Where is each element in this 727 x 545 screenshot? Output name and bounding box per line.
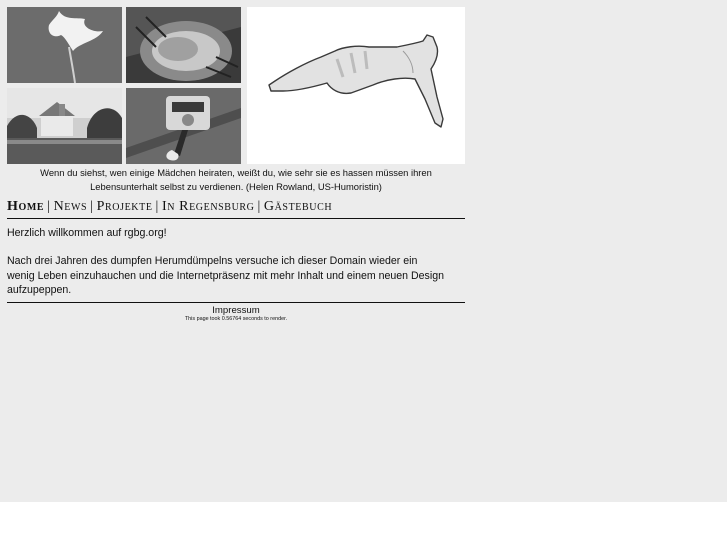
- nav-home-link[interactable]: Home: [7, 199, 45, 214]
- render-time-text: This page took 0.56764 seconds to render.: [184, 316, 288, 322]
- nav-gaestebuch-link[interactable]: Gästebuch: [263, 199, 333, 214]
- engine-image: [126, 88, 241, 164]
- nav-regensburg-link[interactable]: In Regensburg: [161, 199, 255, 214]
- nav-separator: |: [257, 199, 261, 214]
- flower-photo: [7, 7, 122, 83]
- engine-device-photo: [126, 88, 241, 164]
- impressum-link[interactable]: Impressum: [212, 305, 260, 316]
- diver-drawing: [247, 7, 465, 164]
- photo-grid: [7, 7, 241, 164]
- diving-figure-image: [247, 7, 465, 164]
- nav-separator: |: [155, 199, 159, 214]
- nav-news-link[interactable]: News: [53, 199, 88, 214]
- castle-lake-photo: [7, 88, 122, 164]
- flower-image: [7, 7, 122, 83]
- footer-divider: [7, 302, 465, 303]
- nav-projekte-link[interactable]: Projekte: [96, 199, 153, 214]
- nav-separator: |: [90, 199, 94, 214]
- main-content: [7, 226, 447, 298]
- castle-image: [7, 88, 122, 164]
- quote-text: Wenn du siehst, wen einige Mädchen heiraten, weißt du, wie sehr sie es hassen müssen ihren Lebensunterhalt selbst zu verdienen. (Helen Rowland, US-Humoristin): [40, 167, 432, 192]
- nav-separator: |: [47, 199, 51, 214]
- nav-divider: [7, 218, 465, 219]
- welcome-text: Herzlich willkommen auf rgbg.org!: [7, 227, 167, 239]
- kitten-photo: [126, 7, 241, 83]
- main-navigation: [7, 199, 465, 215]
- kitten-image: [126, 7, 241, 83]
- intro-paragraph: Nach drei Jahren des dumpfen Herumdümpelns versuche ich dieser Domain wieder ein wenig Leben einzuhauchen und die Internetpräsenz mit mehr Inhalt und einem neuen Design aufzupeppen.: [7, 255, 444, 297]
